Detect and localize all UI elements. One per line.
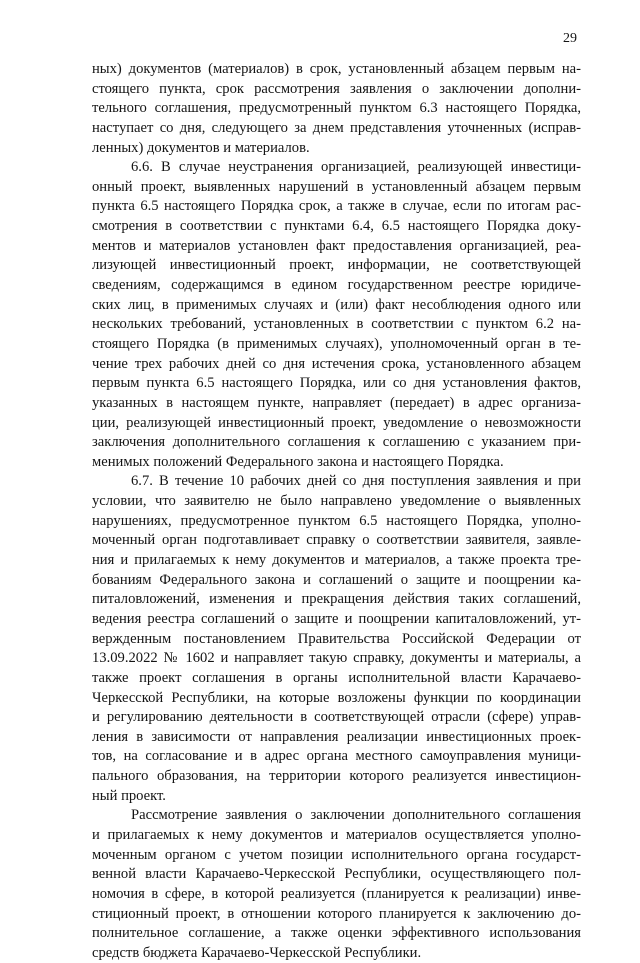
text-line: моченным органом с учетом позиции исполнительного органа государст- <box>92 846 581 863</box>
text-line: ских лиц, в применимых случаях и (или) факт несоблюдения одного или <box>92 296 581 313</box>
text-line: стоящего пункта, срок рассмотрения заявления о заключении дополни- <box>92 80 581 97</box>
text-line: указанных в настоящем пункте, направляет (передает) в адрес организа- <box>92 394 581 411</box>
text-line: условии, что заявителю не было направлено уведомление о выявленных <box>92 493 581 510</box>
text-line: полнительное соглашение, а также оценки эффективного использования <box>92 925 581 942</box>
text-line: тов, на согласование и в адрес органа местного самоуправления муници- <box>92 748 581 765</box>
text-line: вержденным постановлением Правительства Российской Федерации от <box>92 630 581 647</box>
text-line: 13.09.2022 № 1602 и направляет такую справку, документы и материалы, а <box>92 650 581 667</box>
text-line: заключения дополнительного соглашения к соглашению с указанием при- <box>92 434 581 451</box>
text-line: моченный орган подготавливает справку о соответствии заявителя, заявле- <box>92 532 581 549</box>
text-line: нарушениях, предусмотренное пунктом 6.5 настоящего Порядка, уполно- <box>92 512 581 529</box>
paragraph <box>92 806 581 963</box>
text-line: лизующей инвестиционный проект, информации, не соответствующей <box>92 257 581 274</box>
text-line: онный проект, выявленных нарушений в установленный абзацем первым <box>92 178 581 195</box>
text-line: стиционный проект, в отношении которого планируется к заключению до- <box>92 905 581 922</box>
text-line: ния и прилагаемых к нему документов и материалов, а также проекта тре- <box>92 552 581 569</box>
text-line: бованиям Федерального закона и соглашений о защите и поощрении ка- <box>92 571 581 588</box>
text-line: питаловложений, изменения и прекращения действия таких соглашений, <box>92 591 581 608</box>
text-line: Рассмотрение заявления о заключении дополнительного соглашения <box>131 807 581 824</box>
text-line: ленных) документов и материалов. <box>92 139 310 156</box>
text-line: нескольких требований, установленных в соответствии с пунктом 6.2 на- <box>92 316 581 333</box>
text-line: ментов и материалов установлен факт предоставления организацией, реа- <box>92 237 581 254</box>
text-line: ный проект. <box>92 787 166 804</box>
text-line: первым пункта 6.5 настоящего Порядка, или со дня установления фактов, <box>92 375 581 392</box>
text-line: 6.7. В течение 10 рабочих дней со дня поступления заявления и при <box>131 473 581 490</box>
text-line: наступает со дня, следующего за днем представления уточненных (исправ- <box>92 119 581 136</box>
text-line: Черкесской Республики, на которые возложены функции по координации <box>92 689 581 706</box>
text-line: пункта 6.5 настоящего Порядка срок, а также в случае, если по итогам рас- <box>92 198 581 215</box>
text-line: ведения реестра соглашений о защите и поощрении капиталовложений, ут- <box>92 610 581 627</box>
paragraph <box>92 60 581 158</box>
text-line: средств бюджета Карачаево-Черкесской Республики. <box>92 944 422 961</box>
page-number: 29 <box>563 31 577 46</box>
text-line: ных) документов (материалов) в срок, установленный абзацем первым на- <box>92 61 581 77</box>
text-line: венной власти Карачаево-Черкесской Республики, осуществляющего пол- <box>92 866 581 883</box>
text-line: 6.6. В случае неустранения организацией, реализующей инвестици- <box>131 159 581 176</box>
text-line: также проект соглашения в органы исполнительной власти Карачаево- <box>92 669 581 686</box>
text-line: тельного соглашения, предусмотренный пунктом 6.3 настоящего Порядка, <box>92 100 581 117</box>
text-line: чение трех рабочих дней со дня истечения срока, установленного абзацем <box>92 355 581 372</box>
text-line: ления в зависимости от направления реализации инвестиционных проек- <box>92 728 581 745</box>
text-line: смотрения в соответствии с пунктами 6.4, 6.5 настоящего Порядка доку- <box>92 218 581 235</box>
text-line: пального образования, на территории которого реализуется инвестицион- <box>92 768 581 785</box>
document-body <box>92 60 581 963</box>
text-line: и регулированию деятельности в соответствующей отрасли (сфере) управ- <box>92 709 581 726</box>
paragraph <box>92 472 581 806</box>
text-line: стоящего Порядка (в применимых случаях), уполномоченный орган в те- <box>92 335 581 352</box>
text-line: и прилагаемых к нему документов и материалов осуществляется уполно- <box>92 826 581 843</box>
text-line: ции, реализующей инвестиционный проект, уведомление о невозможности <box>92 414 581 431</box>
paragraph <box>92 158 581 472</box>
text-line: менимых положений Федерального закона и настоящего Порядка. <box>92 453 504 470</box>
text-line: номочия в сфере, в которой реализуется (планируется к реализации) инве- <box>92 885 581 902</box>
text-line: сведениям, содержащимся в едином государственном реестре юридиче- <box>92 277 581 294</box>
